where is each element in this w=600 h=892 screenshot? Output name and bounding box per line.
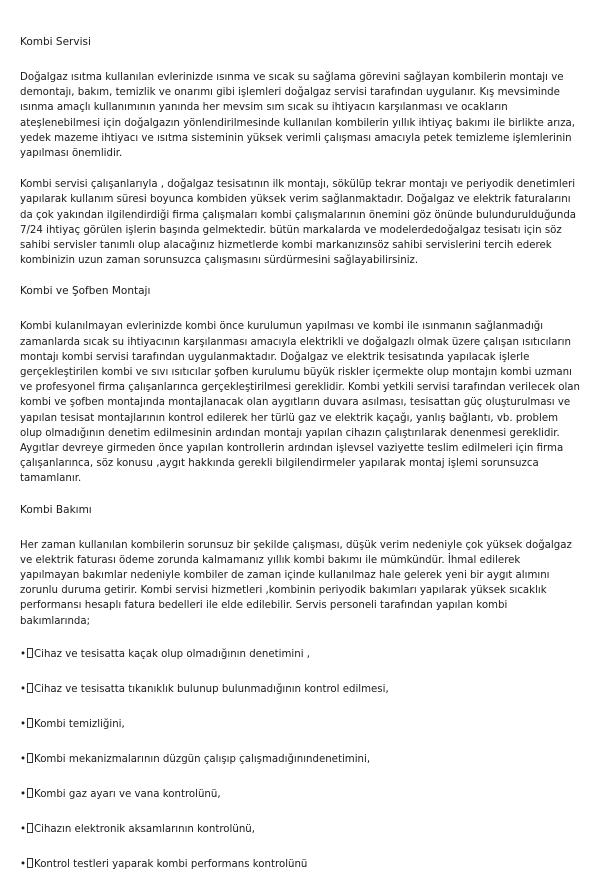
list-item-lead: Kontrol bbox=[34, 858, 70, 870]
missing-glyph-icon bbox=[27, 823, 33, 833]
list-item-text: temizliğini, bbox=[68, 718, 125, 730]
list-item-text: elektronik aksamlarının kontrolünü, bbox=[74, 823, 255, 835]
list-item bbox=[20, 682, 580, 697]
bullet-icon: • bbox=[20, 648, 27, 660]
bullet-icon: • bbox=[20, 718, 27, 730]
paragraph: Doğalgaz ısıtma kullanılan evlerinizde ısınma ve sıcak su sağlama görevini sağlayan kombilerin montajı ve demontajı, bakım, temizlik ve onarımı gibi işlemleri doğalgaz servisi tarafından uygulanır. Kış mevsiminde ısınma amaçlı kullanımının yanında her mevsim sım sıcak su ihtiyacın karşılanması ve ocakların ateşlenebilmesi için doğalgazın yönlendirilmesinde kullanılan kombilerin yıllık ihtiyaç bakımı ile birlikte arıza, yedek mazeme ihtiyacı ve ısıtma sisteminin yüksek verimli çalışması amacıyla petek temizleme işlemlerinin yapılması önemlidir. bbox=[20, 72, 576, 160]
paragraph: Kombi servisi çalışanlarıyla , doğalgaz tesisatının ilk montajı, sökülüp tekrar montajı ve periyodik denetimleri yapılarak kullanım süresi boyunca kombiden yüksek verim sağlanmaktadır. Doğalgaz ve elektrik faturalarını da çok yakından ilgilendirdiği firma çalışmaları kombi çalışmalarının önemini göz önünde bulundurulduğunda 7/24 ihtiyaç görülen işlerin başında gelmektedir. bütün markalarda ve modelerdedoğalgaz tesisatı için söz sahibi servisler tanımlı olup alacağınız hizmetlerde kombi markanızınsöz sahibi servislerini tercih ederek kombinizin uzun zaman sorunsuzca çalışmasını sürdürmesini sağlayabilirsiniz. bbox=[20, 179, 577, 267]
list-item-lead: Kombi bbox=[34, 718, 66, 730]
list-item-lead: Cihaz bbox=[34, 683, 63, 695]
list-item-lead: Kombi bbox=[34, 753, 66, 765]
list-item-text: mekanizmalarının düzgün çalışıp çalışmadığınındenetimini, bbox=[68, 753, 371, 765]
list-item-lead: Cihaz bbox=[34, 648, 63, 660]
missing-glyph-icon bbox=[27, 683, 33, 693]
missing-glyph-icon bbox=[27, 753, 33, 763]
section-heading-kombi-servisi: Kombi Servisi bbox=[20, 36, 91, 48]
list-item-text: ve tesisatta tıkanıklık bulunup bulunmadığının kontrol edilmesi, bbox=[65, 683, 389, 695]
paragraph: Kombi kulanılmayan evlerinizde kombi önce kurulumun yapılması ve kombi ile ısınmanın sağlanmadığı zamanlarda sıcak su ihtiyacının karşılanması amacıyla elektrikli ve doğalgazlı olmak üzere çalışan ısıtıcıların montajı kombi servisi tarafından uygulanmaktadır. Doğalgaz ve elektrik tesisatında yapılacak işlerle gerçekleştirilen kombi ve sıvı ısıtıcılar şofben kurulumu büyük riskler içermekte olup montajın kombi uzmanı ve profesyonel firma çalışanlarınca gerçekleştirilmesi gereklidir. Kombi yetkili servisi tarafından verilecek olan kombi ve şofben montajında montajlanacak olan aygıtların duvara asılması, tesisattan güç oluşturulması ve yapılan tesisat montajlarının kontrol edilerek her türlü gaz ve elektrik kaçağı, yanlış bağlantı, vb. problem olup olmadığının denetim edilmesinin ardından montajı yapılan cihazın çalıştırılarak denenmesi gereklidir. Aygıtlar devreye girmeden önce yapılan kontrollerin ardından işlevsel vaziyette teslim edilmeleri için firma çalışanlarınca, söz konusu ,aygıt hakkında gerekli bilgilendirmeler yapılarak montaj işlemi sorunsuzca tamamlanır. bbox=[20, 321, 580, 485]
list-item bbox=[20, 787, 580, 802]
section-heading-montaj: Kombi ve Şofben Montajı bbox=[20, 285, 151, 298]
list-item-text: testleri yaparak kombi performans kontrolünü bbox=[73, 858, 308, 870]
bullet-icon: • bbox=[20, 683, 27, 695]
list-item-text: ve tesisatta kaçak olup olmadığının denetimini , bbox=[65, 648, 310, 660]
missing-glyph-icon bbox=[27, 788, 33, 798]
bullet-icon: • bbox=[20, 788, 27, 800]
document-page bbox=[20, 35, 580, 892]
list-item bbox=[20, 822, 580, 837]
list-item-text: gaz ayarı ve vana kontrolünü, bbox=[68, 788, 221, 800]
list-item-lead: Kombi bbox=[34, 788, 66, 800]
bullet-icon: • bbox=[20, 753, 27, 765]
list-item bbox=[20, 717, 580, 732]
bullet-icon: • bbox=[20, 858, 27, 870]
section-heading-bakim: Kombi Bakımı bbox=[20, 503, 92, 516]
list-item bbox=[20, 857, 580, 872]
missing-glyph-icon bbox=[27, 648, 33, 658]
missing-glyph-icon bbox=[27, 718, 33, 728]
list-item bbox=[20, 647, 580, 662]
missing-glyph-icon bbox=[27, 858, 33, 868]
list-item bbox=[20, 752, 580, 767]
bullet-icon: • bbox=[20, 823, 27, 835]
paragraph: Her zaman kullanılan kombilerin sorunsuz bir şekilde çalışması, düşük verim nedeniyle çok yüksek doğalgaz ve elektrik faturası ödeme zorunda kalmamanız yıllık kombi bakımı ile mümkündür. İhmal edilerek yapılmayan bakımlar nedeniyle kombiler de zaman içinde kullanılmaz hale gelerek yeni bir aygıt alımını zorunlu duruma getirir. Kombi servisi hizmetleri ,kombinin periyodik bakımları yapılarak yüksek sıcaklık performansı hesaplı fatura bedelleri ile elde edilebilir. Servis personeli tarafından yapılan kombi bakımlarında; bbox=[20, 539, 572, 627]
maintenance-list bbox=[20, 647, 580, 872]
list-item-lead: Cihazın bbox=[34, 823, 72, 835]
